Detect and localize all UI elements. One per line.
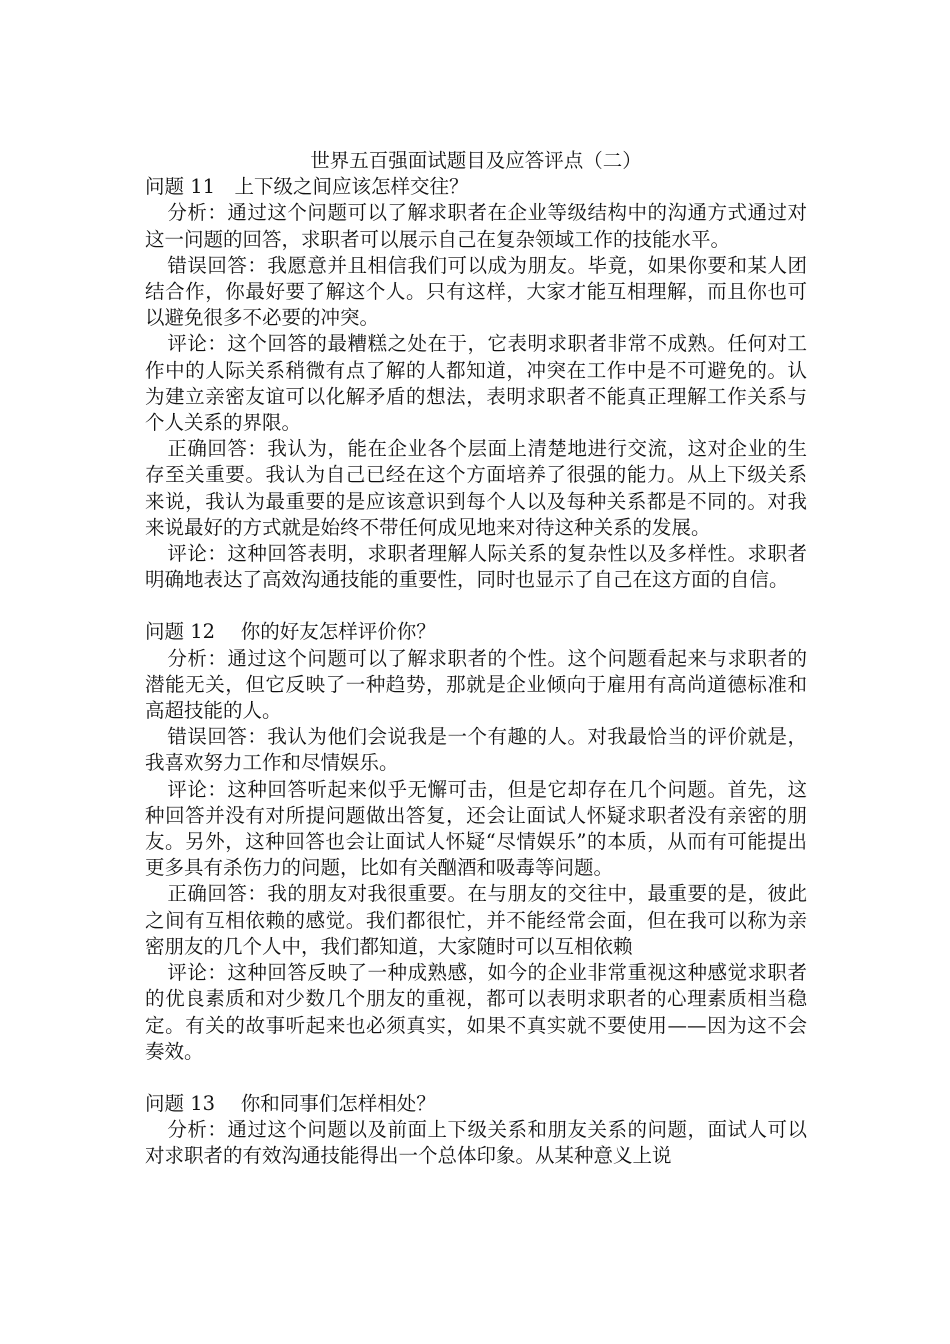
correct-answer-paragraph: 正确回答：我认为，能在企业各个层面上清楚地进行交流，这对企业的生存至关重要。我认为自己已经在这个方面培养了很强的能力。从上下级关系来说，我认为最重要的是应该意识到每个人以及每种关系都是不同的。对我来说最好的方式就是始终不带任何成见地来对待这种关系的发展。 [145, 437, 807, 539]
document-page [145, 148, 807, 1170]
analysis-paragraph: 分析：通过这个问题可以了解求职者的个性。这个问题看起来与求职者的潜能无关，但它反映了一种趋势，那就是企业倾向于雇用有高尚道德标准和高超技能的人。 [145, 646, 807, 723]
section-spacer [145, 1065, 807, 1091]
question-heading: 问题 13 你和同事们怎样相处？ [145, 1091, 436, 1115]
question-heading: 问题 11 上下级之间应该怎样交往？ [145, 175, 469, 199]
section-spacer [145, 593, 807, 619]
comment-paragraph: 评论：这种回答反映了一种成熟感，如今的企业非常重视这种感觉求职者的优良素质和对少数几个朋友的重视，都可以表明求职者的心理素质相当稳定。有关的故事听起来也必须真实，如果不真实就不要使用——因为这不会奏效。 [145, 961, 807, 1063]
comment-paragraph: 评论：这种回答听起来似乎无懈可击，但是它却存在几个问题。首先，这种回答并没有对所提问题做出答复，还会让面试人怀疑求职者没有亲密的朋友。另外，这种回答也会让面试人怀疑“尽情娱乐”的本质，从而有可能提出更多具有杀伤力的问题，比如有关酗酒和吸毒等问题。 [145, 777, 807, 880]
correct-answer-paragraph: 正确回答：我的朋友对我很重要。在与朋友的交往中，最重要的是，彼此之间有互相依赖的感觉。我们都很忙，并不能经常会面，但在我可以称为亲密朋友的几个人中，我们都知道，大家随时可以互相依赖 [145, 882, 807, 958]
wrong-answer-paragraph: 错误回答：我认为他们会说我是一个有趣的人。对我最恰当的评价就是，我喜欢努力工作和尽情娱乐。 [145, 725, 807, 775]
document-title: 世界五百强面试题目及应答评点（二） [310, 149, 642, 172]
analysis-paragraph: 分析：通过这个问题可以了解求职者在企业等级结构中的沟通方式通过对这一问题的回答，求职者可以展示自己在复杂领域工作的技能水平。 [145, 201, 807, 251]
wrong-answer-paragraph: 错误回答：我愿意并且相信我们可以成为朋友。毕竟，如果你要和某人团结合作，你最好要了解这个人。只有这样，大家才能互相理解，而且你也可以避免很多不必要的冲突。 [145, 253, 807, 330]
comment-paragraph: 评论：这种回答表明，求职者理解人际关系的复杂性以及多样性。求职者明确地表达了高效沟通技能的重要性，同时也显示了自己在这方面的自信。 [145, 542, 807, 592]
question-heading: 问题 12 你的好友怎样评价你？ [145, 620, 436, 644]
comment-paragraph: 评论：这个回答的最糟糕之处在于，它表明求职者非常不成熟。任何对工作中的人际关系稍微有点了解的人都知道，冲突在工作中是不可避免的。认为建立亲密友谊可以化解矛盾的想法，表明求职者不能真正理解工作关系与个人关系的界限。 [145, 332, 807, 435]
analysis-paragraph: 分析：通过这个问题以及前面上下级关系和朋友关系的问题，面试人可以对求职者的有效沟通技能得出一个总体印象。从某种意义上说 [145, 1118, 807, 1168]
